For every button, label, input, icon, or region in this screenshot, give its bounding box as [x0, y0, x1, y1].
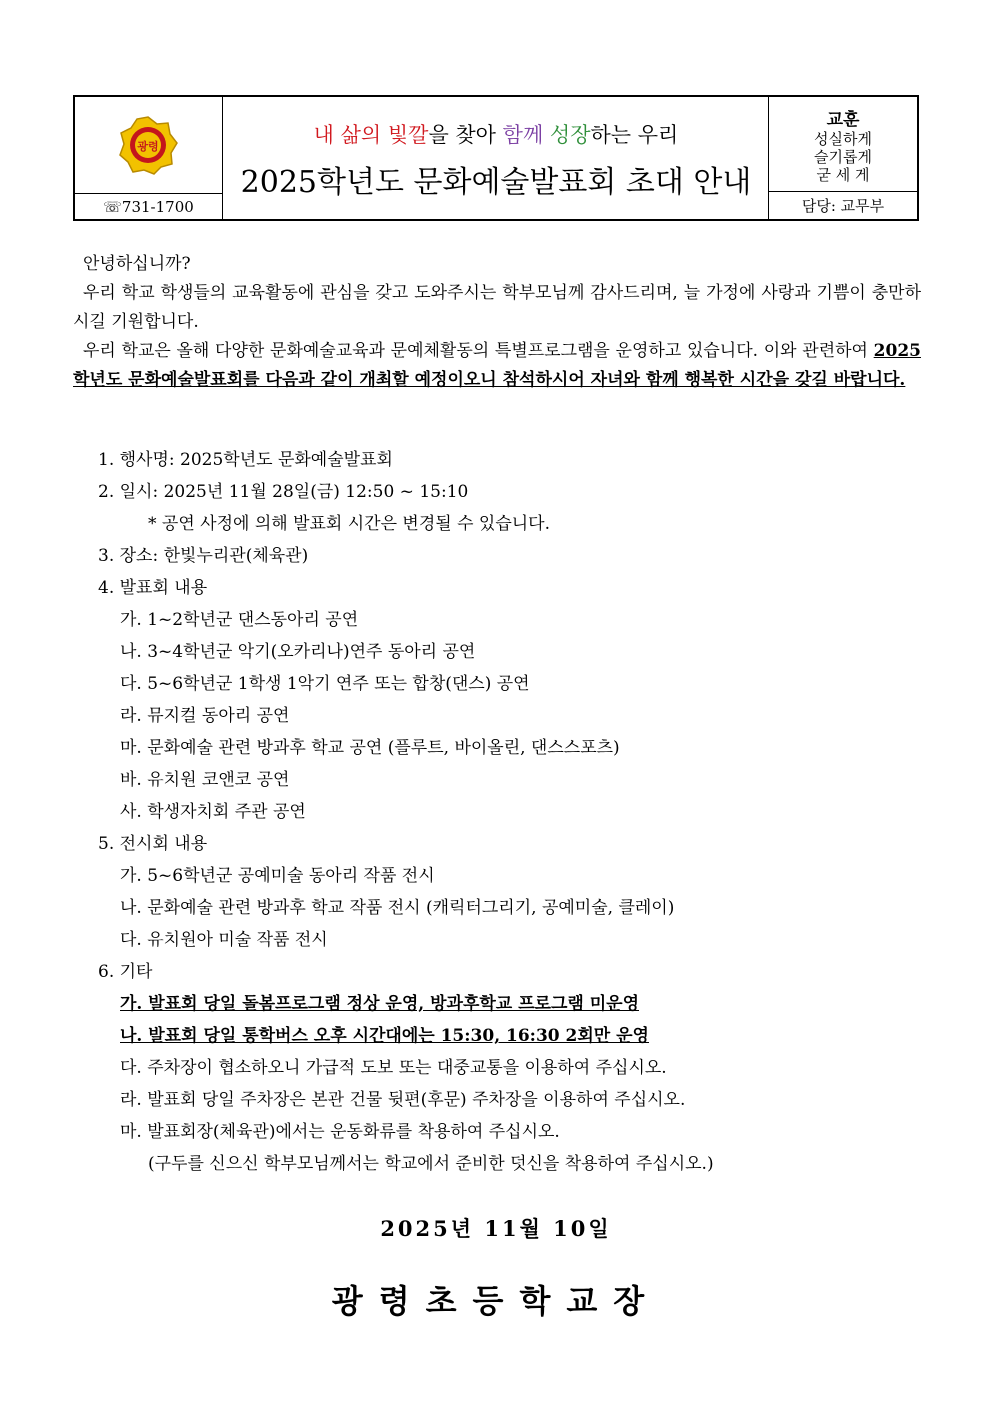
school-motto — [768, 97, 917, 191]
list-item — [98, 540, 714, 572]
list-item-text: 가. 1~2학년군 댄스동아리 공연 — [120, 610, 359, 630]
logo-cell — [75, 97, 223, 193]
list-item — [98, 892, 714, 924]
motto-label: 교훈 — [826, 110, 860, 130]
list-item — [98, 1116, 714, 1148]
list-item-text: 6. 기타 — [98, 962, 153, 982]
motto-line: 굳 세 게 — [816, 166, 870, 184]
school-slogan — [222, 119, 770, 149]
list-item-text: (구두를 신으신 학부모님께서는 학교에서 준비한 덧신을 착용하여 주십시오.) — [148, 1154, 714, 1174]
list-item — [98, 636, 714, 668]
list-item-text: 다. 유치원아 미술 작품 전시 — [120, 930, 328, 950]
slogan-part-3: 함께 — [502, 123, 544, 147]
list-item — [98, 444, 714, 476]
intro-paragraph-2 — [73, 337, 921, 395]
list-item — [98, 796, 714, 828]
list-item-text: * 공연 사정에 의해 발표회 시간은 변경될 수 있습니다. — [148, 514, 550, 534]
list-item-text: 라. 발표회 당일 주차장은 본관 건물 뒷편(후문) 주차장을 이용하여 주십시오. — [120, 1090, 686, 1110]
slogan-part-1: 내 삶의 빛깔 — [313, 123, 429, 147]
emphasized-item-text: 가. 발표회 당일 돌봄프로그램 정상 운영, 방과후학교 프로그램 미운영 — [120, 994, 639, 1014]
signer: 광령초등학교장 — [331, 1282, 661, 1320]
list-item — [98, 604, 714, 636]
list-item-text: 1. 행사명: 2025학년도 문화예술발표회 — [98, 450, 393, 470]
list-item-text: 2. 일시: 2025년 11월 28일(금) 12:50 ~ 15:10 — [98, 482, 469, 502]
list-item — [98, 572, 714, 604]
list-item — [98, 700, 714, 732]
list-item — [98, 1084, 714, 1116]
event-announcement: 2025학년도 문화예술발표회를 다음과 같이 개최할 예정이오니 참석하시어 자녀와 함께 행복한 시간을 갖길 바랍니다. — [73, 341, 921, 390]
list-item-text: 5. 전시회 내용 — [98, 834, 208, 854]
motto-line: 성실하게 — [814, 130, 872, 148]
letter-header — [73, 95, 919, 221]
document-title: 2025학년도 문화예술발표회 초대 안내 — [240, 165, 752, 200]
intro-paragraph-2-text: 우리 학교은 올해 다양한 문화예술교육과 문예체활동의 특별프로그램을 운영하고 있습니다. 이와 관련하여 — [83, 341, 874, 361]
list-item-text: 다. 주차장이 협소하오니 가급적 도보 또는 대중교통을 이용하여 주십시오. — [120, 1058, 667, 1078]
list-item — [98, 1020, 714, 1052]
list-item-text: 나. 문화예술 관련 방과후 학교 작품 전시 (캐릭터그리기, 공예미술, 클레이) — [120, 898, 675, 918]
emblem-text: 광령 — [137, 140, 159, 153]
letter-date: 2025년 11월 10일 — [380, 1216, 612, 1241]
list-item — [98, 732, 714, 764]
slogan-part-6: 하는 우리 — [590, 123, 679, 147]
list-item — [98, 1052, 714, 1084]
list-item-text: 나. 3~4학년군 악기(오카리나)연주 동아리 공연 — [120, 642, 476, 662]
list-item — [98, 828, 714, 860]
list-item — [98, 764, 714, 796]
phone-number: ☏731-1700 — [75, 193, 223, 220]
list-item-text: 3. 장소: 한빛누리관(체육관) — [98, 546, 309, 566]
emphasized-item-text: 나. 발표회 당일 통학버스 오후 시간대에는 15:30, 16:30 2회만 운영 — [120, 1026, 649, 1046]
school-emblem-icon — [118, 115, 178, 175]
list-item — [98, 668, 714, 700]
list-item — [98, 508, 714, 540]
intro-paragraph-1: 우리 학교 학생들의 교육활동에 관심을 갖고 도와주시는 학부모님께 감사드리며, 늘 가정에 사랑과 기쁨이 충만하시길 기원합니다. — [73, 283, 921, 332]
list-item-text: 마. 문화예술 관련 방과후 학교 공연 (플루트, 바이올린, 댄스스포츠) — [120, 738, 620, 758]
list-item — [98, 988, 714, 1020]
motto-line: 슬기롭게 — [814, 148, 872, 166]
slogan-part-2: 을 찾아 — [428, 123, 503, 147]
list-item — [98, 860, 714, 892]
list-item — [98, 476, 714, 508]
list-item-text: 다. 5~6학년군 1학생 1악기 연주 또는 합창(댄스) 공연 — [120, 674, 530, 694]
letter-body — [73, 250, 921, 395]
list-item-text: 사. 학생자치회 주관 공연 — [120, 802, 306, 822]
list-item — [98, 1148, 714, 1180]
slogan-part-4 — [543, 123, 550, 147]
list-item-text: 바. 유치원 코앤코 공연 — [120, 770, 290, 790]
department: 담당: 교무부 — [768, 191, 917, 220]
list-item-text: 가. 5~6학년군 공예미술 동아리 작품 전시 — [120, 866, 435, 886]
title-cell — [222, 97, 770, 219]
list-item — [98, 956, 714, 988]
list-item-text: 마. 발표회장(체육관)에서는 운동화류를 착용하여 주십시오. — [120, 1122, 560, 1142]
list-item-text: 라. 뮤지컬 동아리 공연 — [120, 706, 290, 726]
greeting: 안녕하십니까? — [83, 254, 191, 274]
list-item-text: 4. 발표회 내용 — [98, 578, 208, 598]
list-item — [98, 924, 714, 956]
event-details-list — [98, 444, 714, 1180]
slogan-part-5: 성장 — [549, 123, 591, 147]
